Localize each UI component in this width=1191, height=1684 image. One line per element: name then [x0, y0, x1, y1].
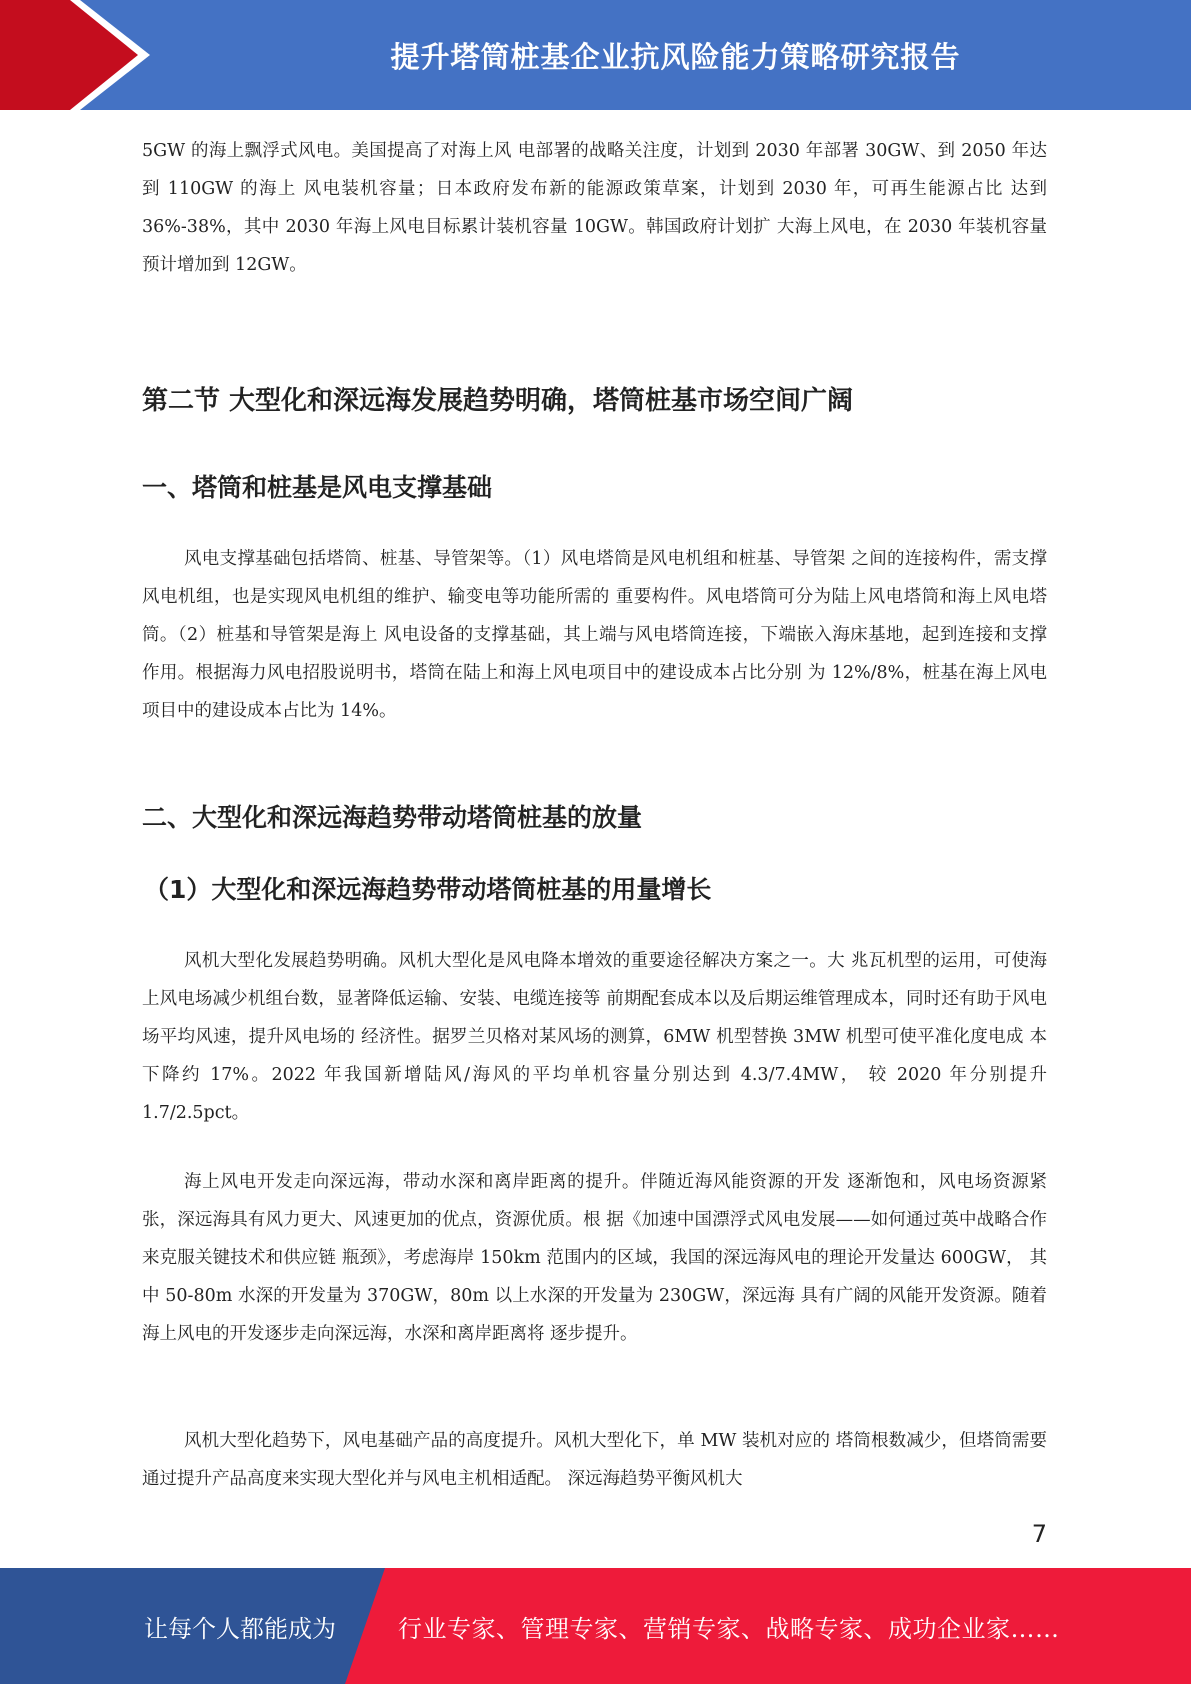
page-number: 7: [1031, 1520, 1047, 1548]
heading-2-1: （1）大型化和深远海趋势带动塔筒桩基的用量增长: [144, 875, 712, 904]
footer-slogan-left: 让每个人都能成为: [144, 1614, 336, 1643]
heading-2: 二、大型化和深远海趋势带动塔筒桩基的放量: [142, 803, 643, 832]
paragraph-3: 海上风电开发走向深远海，带动水深和离岸距离的提升。伴随近海风能资源的开发 逐渐饱和，风电场资源紧张，深远海具有风力更大、风速更加的优点，资源优质。根 据《加速中国漂浮式风电发展——如何通过英中战略合作来克服关键技术和供应链 瓶颈》，考虑海岸 150km 范围内的区域，我国的深远海风电的理论开发量达 600GW， 其中 50-80m 水深的开发量为 370GW，80m 以上水深的开发量为 230GW，深远海 具有广阔的风能开发资源。随着海上风电的开发逐步走向深远海，水深和离岸距离将 逐步提升。: [142, 1172, 1047, 1344]
section-title: 第二节 大型化和深远海发展趋势明确，塔筒桩基市场空间广阔: [142, 386, 854, 416]
paragraph-2: 风机大型化发展趋势明确。风机大型化是风电降本增效的重要途径解决方案之一。大 兆瓦机型的运用，可使海上风电场减少机组台数，显著降低运输、安装、电缆连接等 前期配套成本以及后期运维管理成本，同时还有助于风电场平均风速，提升风电场的 经济性。据罗兰贝格对某风场的测算，6MW 机型替换 3MW 机型可使平准化度电成 本下降约 17%。2022 年我国新增陆风/海风的平均单机容量分别达到 4.3/7.4MW， 较 2020 年分别提升 1.7/2.5pct。: [142, 951, 1047, 1123]
paragraph-1-block: [142, 540, 1047, 730]
page-footer: [0, 1568, 1191, 1684]
paragraph-4-block: [142, 1422, 1047, 1498]
paragraph-2-block: [142, 942, 1047, 1132]
paragraph-4: 风机大型化趋势下，风电基础产品的高度提升。风机大型化下，单 MW 装机对应的 塔筒根数减少，但塔筒需要通过提升产品高度来实现大型化并与风电主机相适配。 深远海趋势平衡风机大: [142, 1431, 1047, 1489]
header-chevron-arrow: [0, 0, 140, 110]
report-title: 提升塔筒桩基企业抗风险能力策略研究报告: [390, 39, 961, 74]
page-header: [0, 0, 1191, 110]
paragraph-1: 风电支撑基础包括塔筒、桩基、导管架等。（1）风电塔筒是风电机组和桩基、导管架 之间的连接构件，需支撑风电机组，也是实现风电机组的维护、输变电等功能所需的 重要构件。风电塔筒可分为陆上风电塔筒和海上风电塔筒。（2）桩基和导管架是海上 风电设备的支撑基础，其上端与风电塔筒连接，下端嵌入海床基地，起到连接和支撑 作用。根据海力风电招股说明书，塔筒在陆上和海上风电项目中的建设成本占比分别 为 12%/8%，桩基在海上风电项目中的建设成本占比为 14%。: [142, 549, 1047, 721]
heading-1: 一、塔筒和桩基是风电支撑基础: [142, 473, 493, 502]
intro-paragraph-block: [142, 132, 1047, 284]
paragraph-3-block: [142, 1163, 1047, 1353]
intro-paragraph: 5GW 的海上飘浮式风电。美国提高了对海上风 电部署的战略关注度，计划到 2030 年部署 30GW、到 2050 年达到 110GW 的海上 风电装机容量；日本政府发布新的能源政策草案，计划到 2030 年，可再生能源占比 达到 36%-38%，其中 2030 年海上风电目标累计装机容量 10GW。韩国政府计划扩 大海上风电，在 2030 年装机容量预计增加到 12GW。: [142, 141, 1047, 275]
footer-slogan-right: 行业专家、管理专家、营销专家、战略专家、成功企业家……: [398, 1614, 1060, 1643]
